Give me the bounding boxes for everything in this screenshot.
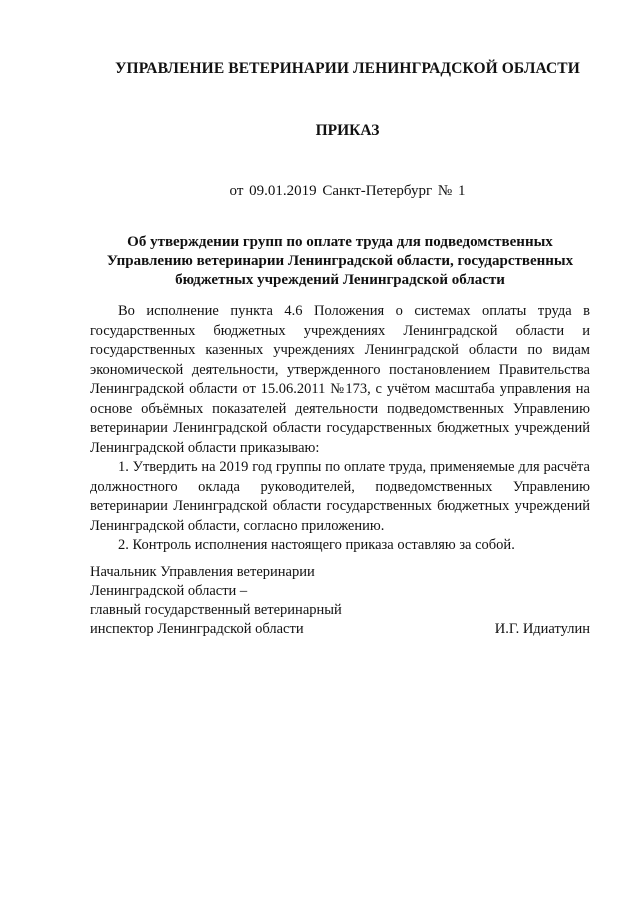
- document-type-heading: ПРИКАЗ: [315, 122, 380, 139]
- organization-title: УПРАВЛЕНИЕ ВЕТЕРИНАРИИ ЛЕНИНГРАДСКОЙ ОБЛАСТИ: [115, 60, 580, 77]
- order-body: [90, 302, 590, 556]
- preamble-paragraph: Во исполнение пункта 4.6 Положения о системах оплаты труда в государственных бюджетных учреждениях Ленинградской области и государственных казенных учреждениях Ленинградской области по видам экономической деятельности, утвержденного постановлением Правительства Ленинградской области от 15.06.2011 №173, с учётом масштаба управления на основе объёмных показателей деятельности подведомственных Управлению ветеринарии Ленинградской области государственных бюджетных учреждений Ленинградской области приказываю:: [90, 303, 590, 456]
- signatory-position-line: Ленинградской области –: [90, 583, 248, 599]
- signature-block: [90, 563, 590, 639]
- signatory-name: И.Г. Идиатулин: [494, 621, 590, 637]
- signatory-position-line: инспектор Ленинградской области: [90, 621, 304, 637]
- order-subject: Об утверждении групп по оплате труда для подведомственных Управлению ветеринарии Ленинградской области, государственных бюджетных учреждений Ленинградской области: [106, 234, 574, 288]
- order-date-place-number: от 09.01.2019 Санкт-Петербург № 1: [229, 183, 466, 199]
- signatory-position-line: главный государственный ветеринарный: [90, 602, 342, 618]
- order-item-1: 1. Утвердить на 2019 год группы по оплате труда, применяемые для расчёта должностного оклада руководителей, подведомственных Управлению ветеринарии Ленинградской области государственных бюджетных учреждений Ленинградской области, согласно приложению.: [90, 459, 590, 534]
- order-item-2: 2. Контроль исполнения настоящего приказа оставляю за собой.: [118, 537, 515, 553]
- signatory-position-line: Начальник Управления ветеринарии: [90, 564, 315, 580]
